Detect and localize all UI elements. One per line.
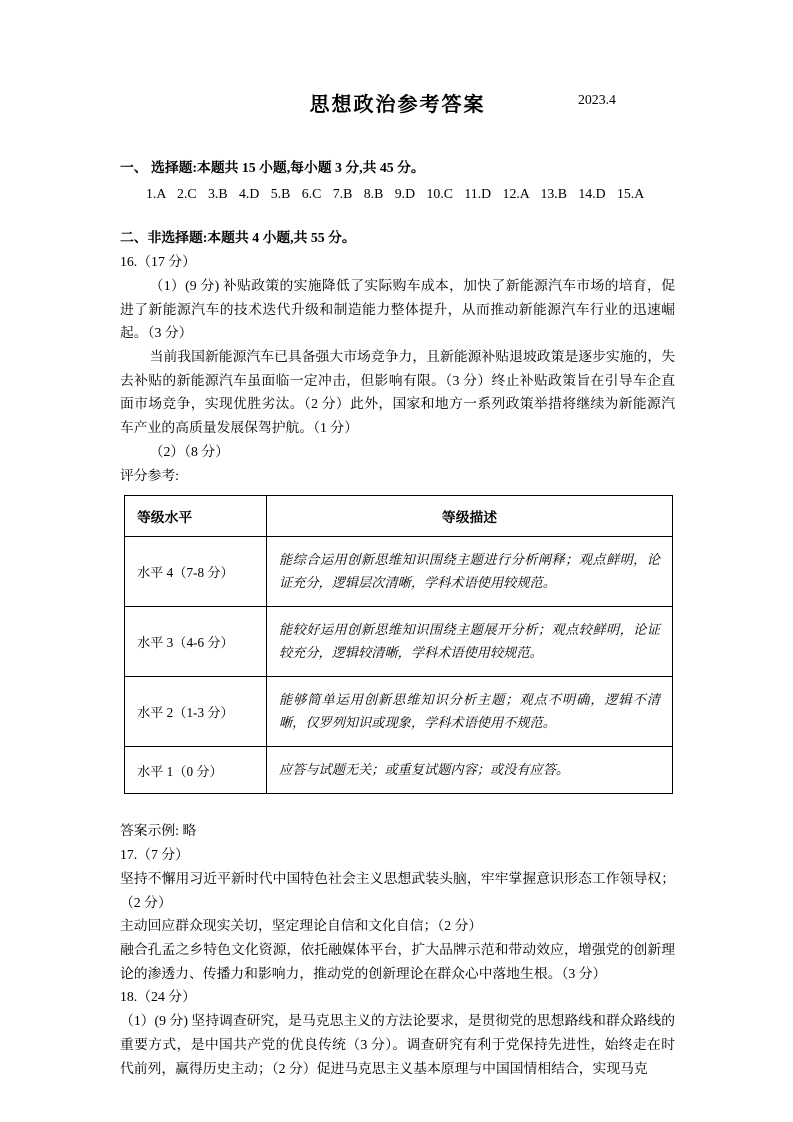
table-row	[125, 677, 673, 747]
document-date: 2023.4	[578, 92, 616, 107]
question-17-paragraph-3: 融合孔孟之乡特色文化资源，依托融媒体平台，扩大品牌示范和带动效应，增强党的创新理论的渗透力、传播力和影响力，推动党的创新理论在群众心中落地生根。（3 分）	[120, 942, 675, 981]
page-title: 思想政治参考答案	[309, 94, 486, 116]
rubric-description-cell: 能综合运用创新思维知识围绕主题进行分析阐释；观点鲜明，论证充分，逻辑层次清晰，学科术语使用较规范。	[267, 537, 673, 607]
question-16-part2-label: （2）（8 分）	[149, 443, 229, 459]
rubric-description-cell: 能够简单运用创新思维知识分析主题；观点不明确，逻辑不清晰，仅罗列知识或现象，学科术语使用不规范。	[267, 677, 673, 747]
question-16-part1-paragraph-2: 当前我国新能源汽车已具备强大市场竞争力，且新能源补贴退坡政策是逐步实施的，失去补贴的新能源汽车虽面临一定冲击，但影响有限。（3 分）终止补贴政策旨在引导车企直面市场竞争，实现优胜劣汰。（2 分）此外，国家和地方一系列政策举措将继续为新能源汽车产业的高质量发展保驾护航。（1 分）	[120, 349, 675, 436]
question-16-label: 16.（17 分）	[120, 254, 196, 270]
grading-rubric-table	[124, 495, 673, 794]
question-17-label: 17.（7 分）	[120, 847, 189, 863]
question-16-part1-paragraph-1: （1）(9 分) 补贴政策的实施降低了实际购车成本，加快了新能源汽车市场的培育，促进了新能源汽车的技术迭代升级和制造能力整体提升，从而推动新能源汽车行业的迅速崛起。（3 分）	[120, 277, 675, 341]
question-17-paragraph-2: 主动回应群众现实关切，坚定理论自信和文化自信；（2 分）	[120, 918, 483, 934]
scoring-reference-label: 评分参考:	[120, 467, 180, 483]
rubric-level-cell: 水平 1（0 分）	[125, 746, 267, 793]
question-18-part1-paragraph: （1）(9 分) 坚持调查研究，是马克思主义的方法论要求，是贯彻党的思想路线和群众路线的重要方式，是中国共产党的优良传统（3 分）。调查研究有利于党保持先进性，始终走在时代前列，赢得历史主动；（2 分）促进马克思主义基本原理与中国国情相结合，实现马克	[120, 1013, 675, 1076]
table-row	[125, 746, 673, 793]
rubric-level-cell: 水平 2（1-3 分）	[125, 677, 267, 747]
document-header	[120, 88, 675, 118]
table-row	[125, 537, 673, 607]
section-choice-heading: 一、 选择题:本题共 15 小题,每小题 3 分,共 45 分。	[120, 160, 425, 175]
question-17-paragraph-1: 坚持不懈用习近平新时代中国特色社会主义思想武装头脑，牢牢掌握意识形态工作领导权；（2 分）	[120, 870, 675, 910]
rubric-header-description: 等级描述	[267, 496, 673, 537]
table-row	[125, 607, 673, 677]
choice-answer-key: 1.A 2.C 3.B 4.D 5.B 6.C 7.B 8.B 9.D 10.C 11.D 12.A 13.B 14.D 15.A	[146, 185, 645, 201]
rubric-level-cell: 水平 3（4-6 分）	[125, 607, 267, 677]
rubric-description-cell: 能较好运用创新思维知识围绕主题展开分析；观点较鲜明，论证较充分，逻辑较清晰，学科术语使用较规范。	[267, 607, 673, 677]
rubric-description-cell: 应答与试题无关；或重复试题内容；或没有应答。	[267, 746, 673, 793]
rubric-level-cell: 水平 4（7-8 分）	[125, 537, 267, 607]
rubric-header-level: 等级水平	[125, 496, 267, 537]
question-18-label: 18.（24 分）	[120, 989, 196, 1005]
question-16-answer-example: 答案示例: 略	[120, 823, 197, 839]
rubric-header-row	[125, 496, 673, 537]
section-nonchoice-heading: 二、非选择题:本题共 4 小题,共 55 分。	[120, 230, 356, 246]
